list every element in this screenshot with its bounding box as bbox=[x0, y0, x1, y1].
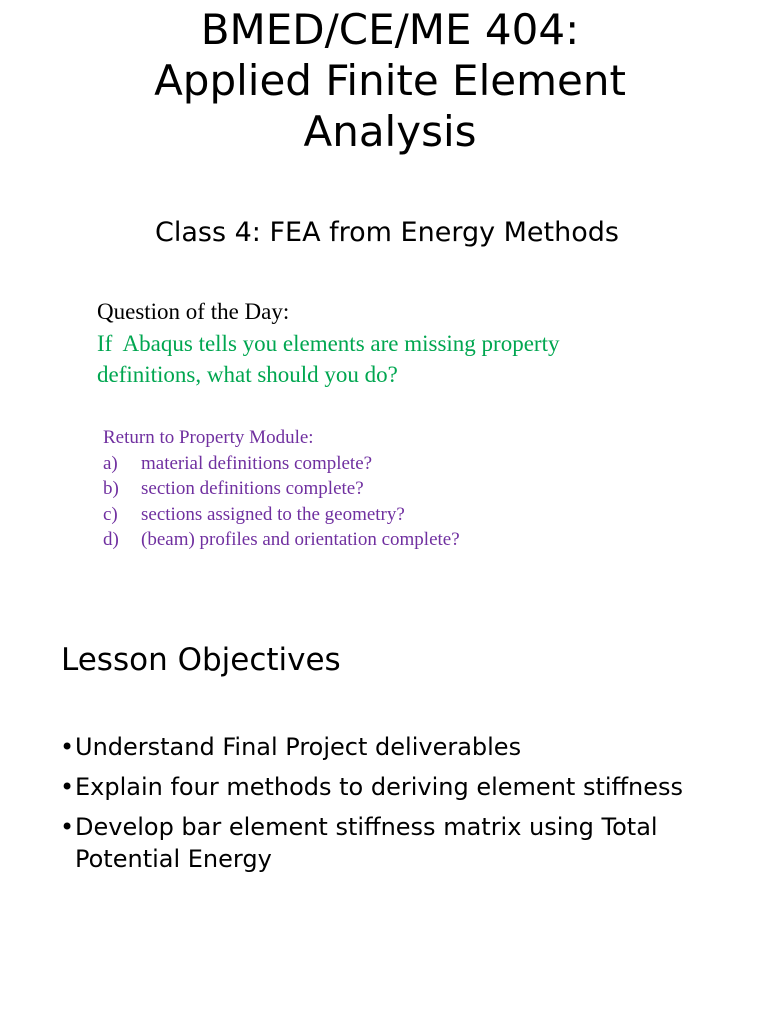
question-of-day-text: If Abaqus tells you elements are missing property definitions, what should you do? bbox=[97, 331, 566, 387]
answer-item-text: (beam) profiles and orientation complete? bbox=[141, 529, 460, 550]
answer-item-marker: c) bbox=[103, 503, 118, 525]
objective-item bbox=[60, 811, 720, 875]
bullet-icon: • bbox=[60, 813, 75, 841]
bullet-icon: • bbox=[60, 733, 75, 761]
objective-text: Explain four methods to deriving element stiffness bbox=[75, 773, 684, 801]
course-title-line-3: Analysis bbox=[303, 107, 477, 156]
objective-text: Understand Final Project deliverables bbox=[75, 733, 522, 761]
answer-item-marker: a) bbox=[103, 452, 118, 474]
objective-item bbox=[60, 731, 720, 763]
course-title-line-1: BMED/CE/ME 404: bbox=[200, 5, 580, 54]
bullet-icon: • bbox=[60, 773, 75, 801]
answer-block bbox=[103, 425, 703, 553]
answer-list bbox=[103, 451, 703, 553]
answer-item bbox=[103, 527, 703, 553]
objective-item bbox=[60, 771, 720, 803]
lesson-objectives-heading: Lesson Objectives bbox=[61, 642, 341, 678]
objective-text: Develop bar element stiffness matrix using Total Potential Energy bbox=[75, 813, 658, 873]
course-title bbox=[0, 4, 768, 157]
answer-item-marker: b) bbox=[103, 478, 119, 499]
answer-item-text: sections assigned to the geometry? bbox=[141, 503, 405, 525]
answer-item bbox=[103, 451, 703, 477]
class-subtitle: Class 4: FEA from Energy Methods bbox=[155, 217, 619, 248]
question-of-day-label: Question of the Day: bbox=[97, 299, 290, 324]
answer-item-text: section definitions complete? bbox=[141, 478, 364, 499]
answer-item-text: material definitions complete? bbox=[141, 452, 373, 474]
course-title-line-2: Applied Finite Element bbox=[154, 56, 626, 105]
lesson-objectives-list bbox=[60, 731, 720, 883]
answer-item-marker: d) bbox=[103, 529, 119, 550]
answer-item bbox=[103, 502, 703, 528]
answer-item bbox=[103, 476, 703, 502]
answer-intro: Return to Property Module: bbox=[103, 427, 314, 448]
